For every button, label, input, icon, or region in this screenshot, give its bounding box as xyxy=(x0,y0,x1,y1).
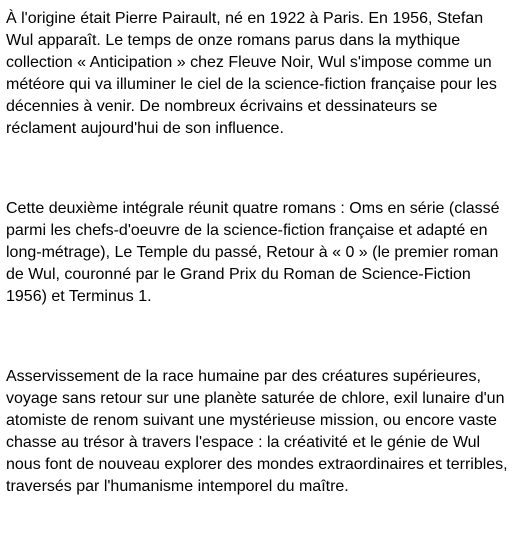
paragraph-spacer xyxy=(6,140,509,198)
paragraph-intro: À l'origine était Pierre Pairault, né en 1922 à Paris. En 1956, Stefan Wul apparaît. Le temps de onze romans parus dans la mythique collection « Anticipation » chez Fleuve Noir, Wul s'impose comme un météore qui va illuminer le ciel de la science-fiction française pour les décennies à venir. De nombreux écrivains et dessinateurs se réclament aujourd'hui de son influence. xyxy=(6,10,497,137)
paragraph-contents: Cette deuxième intégrale réunit quatre romans : Oms en série (classé parmi les chefs-d'oeuvre de la science-fiction française et adapté en long-métrage), Le Temple du passé, Retour à « 0 » (le premier roman de Wul, couronné par le Grand Prix du Roman de Science-Fiction 1956) et Terminus 1. xyxy=(6,200,500,305)
paragraph-synopsis: Asservissement de la race humaine par des créatures supérieures, voyage sans retour sur une planète saturée de chlore, exil lunaire d'un atomiste de renom suivant une mystérieuse mission, ou encore vaste chasse au trésor à travers l'espace : la créativité et le génie de Wul nous font de nouveau explorer des mondes extraordinaires et terribles, traversés par l'humanisme intemporel du maître. xyxy=(6,368,508,495)
paragraph-spacer xyxy=(6,308,509,366)
